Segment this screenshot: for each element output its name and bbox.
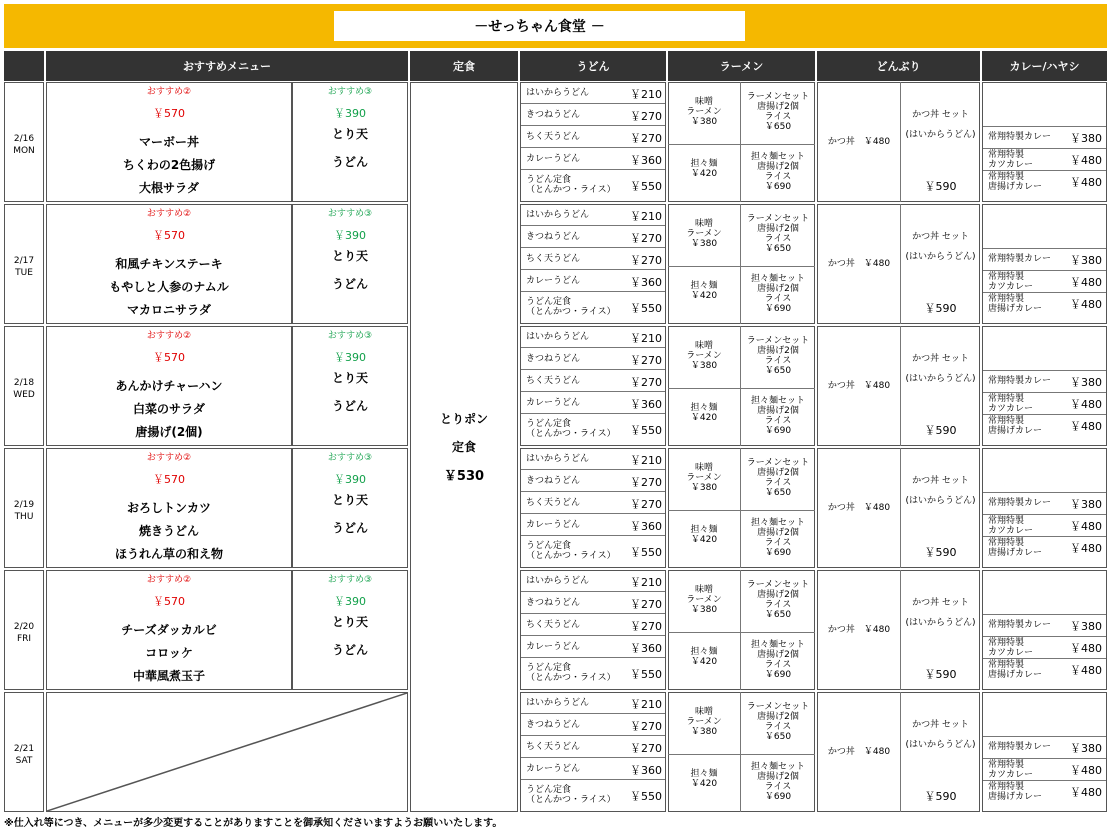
curry-price: ￥380 [1070,376,1102,389]
curry-price: ￥380 [1070,132,1102,145]
katsudon-set-sub: (はいからうどん) [905,618,976,628]
tantan-set: 担々麺セット 唐揚げ2個 ライス ￥690 [750,518,805,558]
curry-name: 常翔特製 唐揚げカレー [988,660,1043,680]
udon-name: ちく天うどん [526,132,581,142]
udon-name: ちく天うどん [526,742,581,752]
udon-name: カレーうどん [526,398,581,408]
header-curry: カレー/ハヤシ [982,51,1107,81]
katsudon-set: かつ丼 セット [912,598,969,608]
ramen-set: ラーメンセット 唐揚げ2個 ライス ￥650 [746,336,810,376]
udon-name: うどん定食 （とんかつ・ライス） [526,419,616,439]
udon-price: ￥210 [630,454,662,467]
udon-name: はいからうどん [526,454,590,464]
curry-divider [983,270,1106,271]
day-date: 2/20 [13,622,35,632]
ramen-miso: 味噌 ラーメン ￥380 [686,585,722,615]
udon-name: うどん定食 （とんかつ・ライス） [526,297,616,317]
recommend3-item: とり天 [331,614,368,629]
recommend3-cell [292,204,408,324]
header-donburi: どんぶり [817,51,980,81]
day-date: 2/19 [13,500,35,510]
curry-price: ￥480 [1070,154,1102,167]
recommend2-item: ほうれん草の和え物 [114,546,223,561]
day-weekday: FRI [16,634,32,644]
curry-divider [983,248,1106,249]
ramen-set: ラーメンセット 唐揚げ2個 ライス ￥650 [746,702,810,742]
udon-name: うどん定食 （とんかつ・ライス） [526,175,616,195]
curry-divider [983,658,1106,659]
day-weekday: MON [13,146,35,156]
recommend3-label: おすすめ③ [327,209,373,219]
curry-divider [983,780,1106,781]
udon-name: カレーうどん [526,520,581,530]
curry-price: ￥480 [1070,298,1102,311]
teishoku-price: ￥530 [443,468,485,484]
recommend2-item: あんかけチャーハン [115,378,223,393]
katsudon-set-price: ￥590 [924,302,957,315]
udon-price: ￥270 [630,620,662,633]
curry-name: 常翔特製 カツカレー [988,272,1034,292]
curry-name: 常翔特製 カツカレー [988,150,1034,170]
recommend3-item: うどん [331,154,368,169]
ramen-miso: 味噌 ラーメン ￥380 [686,341,722,371]
curry-divider [983,414,1106,415]
tantan-men: 担々麺 ￥420 [690,769,718,789]
curry-name: 常翔特製 唐揚げカレー [988,172,1043,192]
udon-name: きつねうどん [526,232,581,242]
katsudon-set-price: ￥590 [924,424,957,437]
udon-name: きつねうどん [526,598,581,608]
udon-price: ￥270 [630,132,662,145]
tantan-set: 担々麺セット 唐揚げ2個 ライス ￥690 [750,762,805,802]
tantan-men: 担々麺 ￥420 [690,403,718,423]
curry-name: 常翔特製カレー [988,742,1052,752]
udon-price: ￥210 [630,698,662,711]
day-weekday: TUE [15,268,33,278]
recommend3-cell [292,448,408,568]
udon-name: うどん定食 （とんかつ・ライス） [526,785,616,805]
katsudon: かつ丼 ￥480 [827,137,891,147]
udon-name: はいからうどん [526,698,590,708]
udon-price: ￥360 [630,764,662,777]
ramen-miso: 味噌 ラーメン ￥380 [686,219,722,249]
katsudon: かつ丼 ￥480 [827,747,891,757]
udon-price: ￥360 [630,154,662,167]
udon-price: ￥270 [630,354,662,367]
katsudon-set: かつ丼 セット [912,354,969,364]
katsudon-set: かつ丼 セット [912,110,969,120]
curry-price: ￥380 [1070,498,1102,511]
recommend3-price: ￥390 [334,595,366,608]
recommend2-label: おすすめ② [146,209,192,219]
recommend2-price: ￥570 [153,351,185,364]
curry-divider [983,148,1106,149]
udon-price: ￥210 [630,210,662,223]
curry-divider [983,126,1106,127]
curry-price: ￥480 [1070,176,1102,189]
udon-name: はいからうどん [526,332,590,342]
recommend2-item: おろしトンカツ [126,500,211,515]
udon-name: うどん定食 （とんかつ・ライス） [526,541,616,561]
recommend2-item: 和風チキンステーキ [115,256,223,271]
recommend2-item: 焼きうどん [138,523,199,538]
katsudon: かつ丼 ￥480 [827,503,891,513]
udon-price: ￥270 [630,598,662,611]
ramen-divider-h [668,144,815,145]
ramen-set: ラーメンセット 唐揚げ2個 ライス ￥650 [746,92,810,132]
curry-divider [983,636,1106,637]
day-date: 2/17 [13,256,35,266]
curry-price: ￥480 [1070,786,1102,799]
katsudon-set-sub: (はいからうどん) [905,374,976,384]
tantan-set: 担々麺セット 唐揚げ2個 ライス ￥690 [750,396,805,436]
day-weekday: SAT [15,756,33,766]
curry-price: ￥380 [1070,254,1102,267]
udon-name: カレーうどん [526,642,581,652]
recommend2-item: 大根サラダ [139,180,199,195]
teishoku-name: とりポン [439,411,488,426]
recommend2-label: おすすめ② [146,453,192,463]
recommend3-price: ￥390 [334,351,366,364]
curry-price: ￥480 [1070,520,1102,533]
udon-price: ￥550 [630,180,662,193]
recommend3-cell [292,570,408,690]
recommend2-item: ちくわの2色揚げ [122,157,216,172]
header-ramen: ラーメン [668,51,815,81]
recommend2-item: マカロニサラダ [127,302,211,317]
katsudon-set-price: ￥590 [924,790,957,803]
katsudon-set-sub: (はいからうどん) [905,740,976,750]
udon-price: ￥550 [630,790,662,803]
recommend2-label: おすすめ② [146,575,192,585]
curry-divider [983,170,1106,171]
recommend-blank-cell [46,692,408,812]
udon-price: ￥270 [630,742,662,755]
ramen-divider-h [668,510,815,511]
recommend2-price: ￥570 [153,229,185,242]
udon-name: きつねうどん [526,720,581,730]
ramen-divider-h [668,388,815,389]
ramen-set: ラーメンセット 唐揚げ2個 ライス ￥650 [746,580,810,620]
udon-price: ￥360 [630,398,662,411]
katsudon-set: かつ丼 セット [912,232,969,242]
udon-price: ￥270 [630,476,662,489]
recommend3-item: うどん [331,642,368,657]
recommend2-price: ￥570 [153,473,185,486]
ramen-divider-h [668,754,815,755]
curry-divider [983,370,1106,371]
recommend2-item: 中華風煮玉子 [132,668,205,683]
curry-name: 常翔特製 唐揚げカレー [988,294,1043,314]
udon-price: ￥270 [630,720,662,733]
ramen-miso: 味噌 ラーメン ￥380 [686,97,722,127]
katsudon-set: かつ丼 セット [912,720,969,730]
udon-name: はいからうどん [526,88,590,98]
tantan-men: 担々麺 ￥420 [690,159,718,179]
recommend3-label: おすすめ③ [327,87,373,97]
curry-divider [983,514,1106,515]
tantan-set: 担々麺セット 唐揚げ2個 ライス ￥690 [750,640,805,680]
recommend3-price: ￥390 [334,473,366,486]
curry-name: 常翔特製 カツカレー [988,760,1034,780]
katsudon-set-sub: (はいからうどん) [905,130,976,140]
recommend3-item: うどん [331,398,368,413]
katsudon-set-sub: (はいからうどん) [905,252,976,262]
recommend2-item: 唐揚げ(2個) [135,424,203,439]
udon-price: ￥360 [630,276,662,289]
udon-name: はいからうどん [526,576,590,586]
katsudon-set-price: ￥590 [924,180,957,193]
tantan-set: 担々麺セット 唐揚げ2個 ライス ￥690 [750,274,805,314]
udon-name: きつねうどん [526,476,581,486]
udon-price: ￥550 [630,424,662,437]
ramen-miso: 味噌 ラーメン ￥380 [686,707,722,737]
katsudon-set-price: ￥590 [924,668,957,681]
curry-divider [983,292,1106,293]
header-recommend: おすすめメニュー [46,51,408,81]
udon-name: はいからうどん [526,210,590,220]
udon-name: カレーうどん [526,154,581,164]
udon-name: きつねうどん [526,354,581,364]
katsudon: かつ丼 ￥480 [827,259,891,269]
recommend3-price: ￥390 [334,107,366,120]
recommend3-label: おすすめ③ [327,453,373,463]
curry-price: ￥480 [1070,664,1102,677]
curry-divider [983,536,1106,537]
header-teishoku: 定食 [410,51,518,81]
day-weekday: THU [14,512,34,522]
curry-name: 常翔特製 カツカレー [988,516,1034,536]
udon-price: ￥270 [630,376,662,389]
day-date: 2/16 [13,134,35,144]
curry-price: ￥380 [1070,742,1102,755]
teishoku-label: 定食 [451,439,476,454]
curry-divider [983,758,1106,759]
udon-price: ￥270 [630,254,662,267]
curry-price: ￥480 [1070,276,1102,289]
curry-divider [983,736,1106,737]
udon-price: ￥210 [630,88,662,101]
curry-name: 常翔特製カレー [988,254,1052,264]
curry-price: ￥480 [1070,642,1102,655]
udon-name: ちく天うどん [526,620,581,630]
katsudon: かつ丼 ￥480 [827,381,891,391]
curry-name: 常翔特製カレー [988,498,1052,508]
recommend2-label: おすすめ② [146,87,192,97]
recommend2-item: コロッケ [145,645,193,660]
curry-divider [983,492,1106,493]
recommend3-item: とり天 [331,248,368,263]
recommend3-label: おすすめ③ [327,331,373,341]
udon-price: ￥210 [630,332,662,345]
recommend2-label: おすすめ② [146,331,192,341]
diagonal-line [47,693,407,811]
diagonal-stroke [47,693,407,811]
tantan-men: 担々麺 ￥420 [690,525,718,545]
day-weekday: WED [13,390,35,400]
curry-divider [983,392,1106,393]
udon-name: きつねうどん [526,110,581,120]
udon-name: カレーうどん [526,276,581,286]
udon-name: カレーうどん [526,764,581,774]
katsudon-set: かつ丼 セット [912,476,969,486]
katsudon: かつ丼 ￥480 [827,625,891,635]
udon-price: ￥270 [630,498,662,511]
ramen-divider-h [668,632,815,633]
curry-name: 常翔特製 唐揚げカレー [988,416,1043,436]
curry-name: 常翔特製 カツカレー [988,394,1034,414]
udon-name: ちく天うどん [526,376,581,386]
udon-price: ￥360 [630,642,662,655]
tantan-set: 担々麺セット 唐揚げ2個 ライス ￥690 [750,152,805,192]
udon-price: ￥360 [630,520,662,533]
recommend3-label: おすすめ③ [327,575,373,585]
curry-price: ￥480 [1070,420,1102,433]
ramen-miso: 味噌 ラーメン ￥380 [686,463,722,493]
udon-name: ちく天うどん [526,254,581,264]
ramen-set: ラーメンセット 唐揚げ2個 ライス ￥650 [746,458,810,498]
day-date: 2/18 [13,378,35,388]
katsudon-set-price: ￥590 [924,546,957,559]
udon-name: ちく天うどん [526,498,581,508]
tantan-men: 担々麺 ￥420 [690,281,718,301]
recommend2-price: ￥570 [153,107,185,120]
recommend3-item: とり天 [331,492,368,507]
recommend3-cell [292,326,408,446]
udon-name: うどん定食 （とんかつ・ライス） [526,663,616,683]
curry-price: ￥380 [1070,620,1102,633]
recommend3-item: うどん [331,276,368,291]
ramen-set: ラーメンセット 唐揚げ2個 ライス ￥650 [746,214,810,254]
curry-name: 常翔特製カレー [988,620,1052,630]
footer-note: ※仕入れ等につき、メニューが多少変更することがありますことを御承知くださいますようお願いいたします。 [4,818,503,829]
udon-price: ￥270 [630,110,662,123]
header-blank [4,51,44,81]
udon-price: ￥210 [630,576,662,589]
udon-price: ￥550 [630,546,662,559]
recommend3-item: とり天 [331,370,368,385]
recommend2-item: もやしと人参のナムル [109,279,229,294]
curry-name: 常翔特製 唐揚げカレー [988,538,1043,558]
curry-name: 常翔特製カレー [988,376,1052,386]
udon-price: ￥550 [630,302,662,315]
recommend3-item: とり天 [331,126,368,141]
curry-price: ￥480 [1070,764,1102,777]
recommend2-item: 白菜のサラダ [133,401,205,416]
recommend3-price: ￥390 [334,229,366,242]
recommend2-price: ￥570 [153,595,185,608]
recommend2-item: チーズダッカルビ [121,622,217,637]
curry-price: ￥480 [1070,398,1102,411]
udon-price: ￥550 [630,668,662,681]
page-title: －せっちゃん食堂 － [334,11,745,41]
curry-name: 常翔特製 唐揚げカレー [988,782,1043,802]
recommend3-item: うどん [331,520,368,535]
header-udon: うどん [520,51,666,81]
curry-name: 常翔特製カレー [988,132,1052,142]
recommend3-cell [292,82,408,202]
curry-divider [983,614,1106,615]
curry-name: 常翔特製 カツカレー [988,638,1034,658]
udon-price: ￥270 [630,232,662,245]
recommend2-item: マーボー丼 [138,134,199,149]
ramen-divider-h [668,266,815,267]
katsudon-set-sub: (はいからうどん) [905,496,976,506]
curry-price: ￥480 [1070,542,1102,555]
tantan-men: 担々麺 ￥420 [690,647,718,667]
day-date: 2/21 [13,744,35,754]
